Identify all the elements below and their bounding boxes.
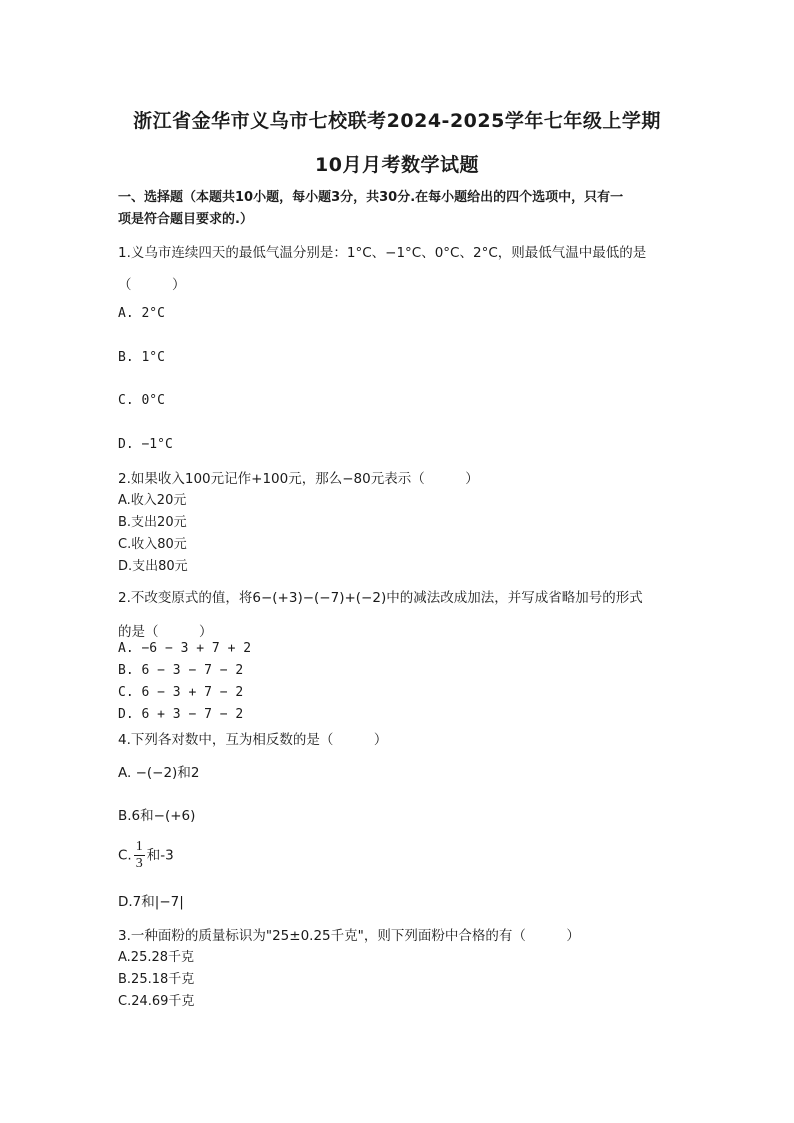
q3-option-a: A. −6 − 3 + 7 + 2 [118, 641, 252, 656]
q3-option-d: D. 6 + 3 − 7 − 2 [118, 707, 244, 722]
q5-stem: 3.一种面粉的质量标识为"25±0.25千克"，则下列面粉中合格的有（ ） [118, 928, 580, 944]
page-title-line1: 浙江省金华市义乌市七校联考2024-2025学年七年级上学期 [133, 110, 661, 132]
q4-option-d: D.7和|−7| [118, 894, 184, 910]
q2-option-b: B.支出20元 [118, 515, 187, 530]
q2-option-d: D.支出80元 [118, 559, 188, 574]
fraction-denominator: 3 [135, 856, 143, 871]
q4-option-b: B.6和−(+6) [118, 808, 196, 824]
q3-option-c: C. 6 − 3 + 7 − 2 [118, 685, 244, 700]
q4-option-c-fraction [134, 840, 145, 871]
q4-option-a: A. −(−2)和2 [118, 765, 200, 781]
q3-stem-line1: 2.不改变原式的值，将6−(+3)−(−7)+(−2)中的减法改成加法，并写成省略加号的形式 [118, 590, 643, 606]
q1-option-a: A. 2°C [118, 306, 165, 321]
fraction-numerator: 1 [135, 839, 143, 854]
q2-stem: 2.如果收入100元记作+100元，那么−80元表示（ ） [118, 471, 479, 487]
q5-option-a: A.25.28千克 [118, 950, 195, 965]
q1-stem-line2: （ ） [118, 277, 186, 293]
q4-stem: 4.下列各对数中，互为相反数的是（ ） [118, 732, 388, 748]
q4-option-c-suffix: 和-3 [146, 847, 174, 864]
q2-option-a: A.收入20元 [118, 493, 187, 508]
q5-option-b: B.25.18千克 [118, 972, 195, 987]
q2-option-c: C.收入80元 [118, 537, 187, 552]
section-heading-line2: 项是符合题目要求的.） [118, 212, 253, 227]
q1-option-b: B. 1°C [118, 350, 165, 365]
page-title-line2: 10月月考数学试题 [315, 154, 479, 176]
q1-option-d: D. −1°C [118, 437, 173, 452]
q1-stem-line1: 1.义乌市连续四天的最低气温分别是：1°C、−1°C、0°C、2°C，则最低气温中最低的是 [118, 245, 647, 261]
q4-option-c-prefix: C. [118, 847, 132, 864]
q3-stem-line2: 的是（ ） [118, 624, 213, 640]
q5-option-c: C.24.69千克 [118, 994, 195, 1009]
q4-option-c [118, 840, 174, 871]
q1-option-c: C. 0°C [118, 393, 165, 408]
q3-option-b: B. 6 − 3 − 7 − 2 [118, 663, 244, 678]
section-heading-line1: 一、选择题（本题共10小题，每小题3分，共30分.在每小题给出的四个选项中，只有一 [118, 190, 624, 205]
